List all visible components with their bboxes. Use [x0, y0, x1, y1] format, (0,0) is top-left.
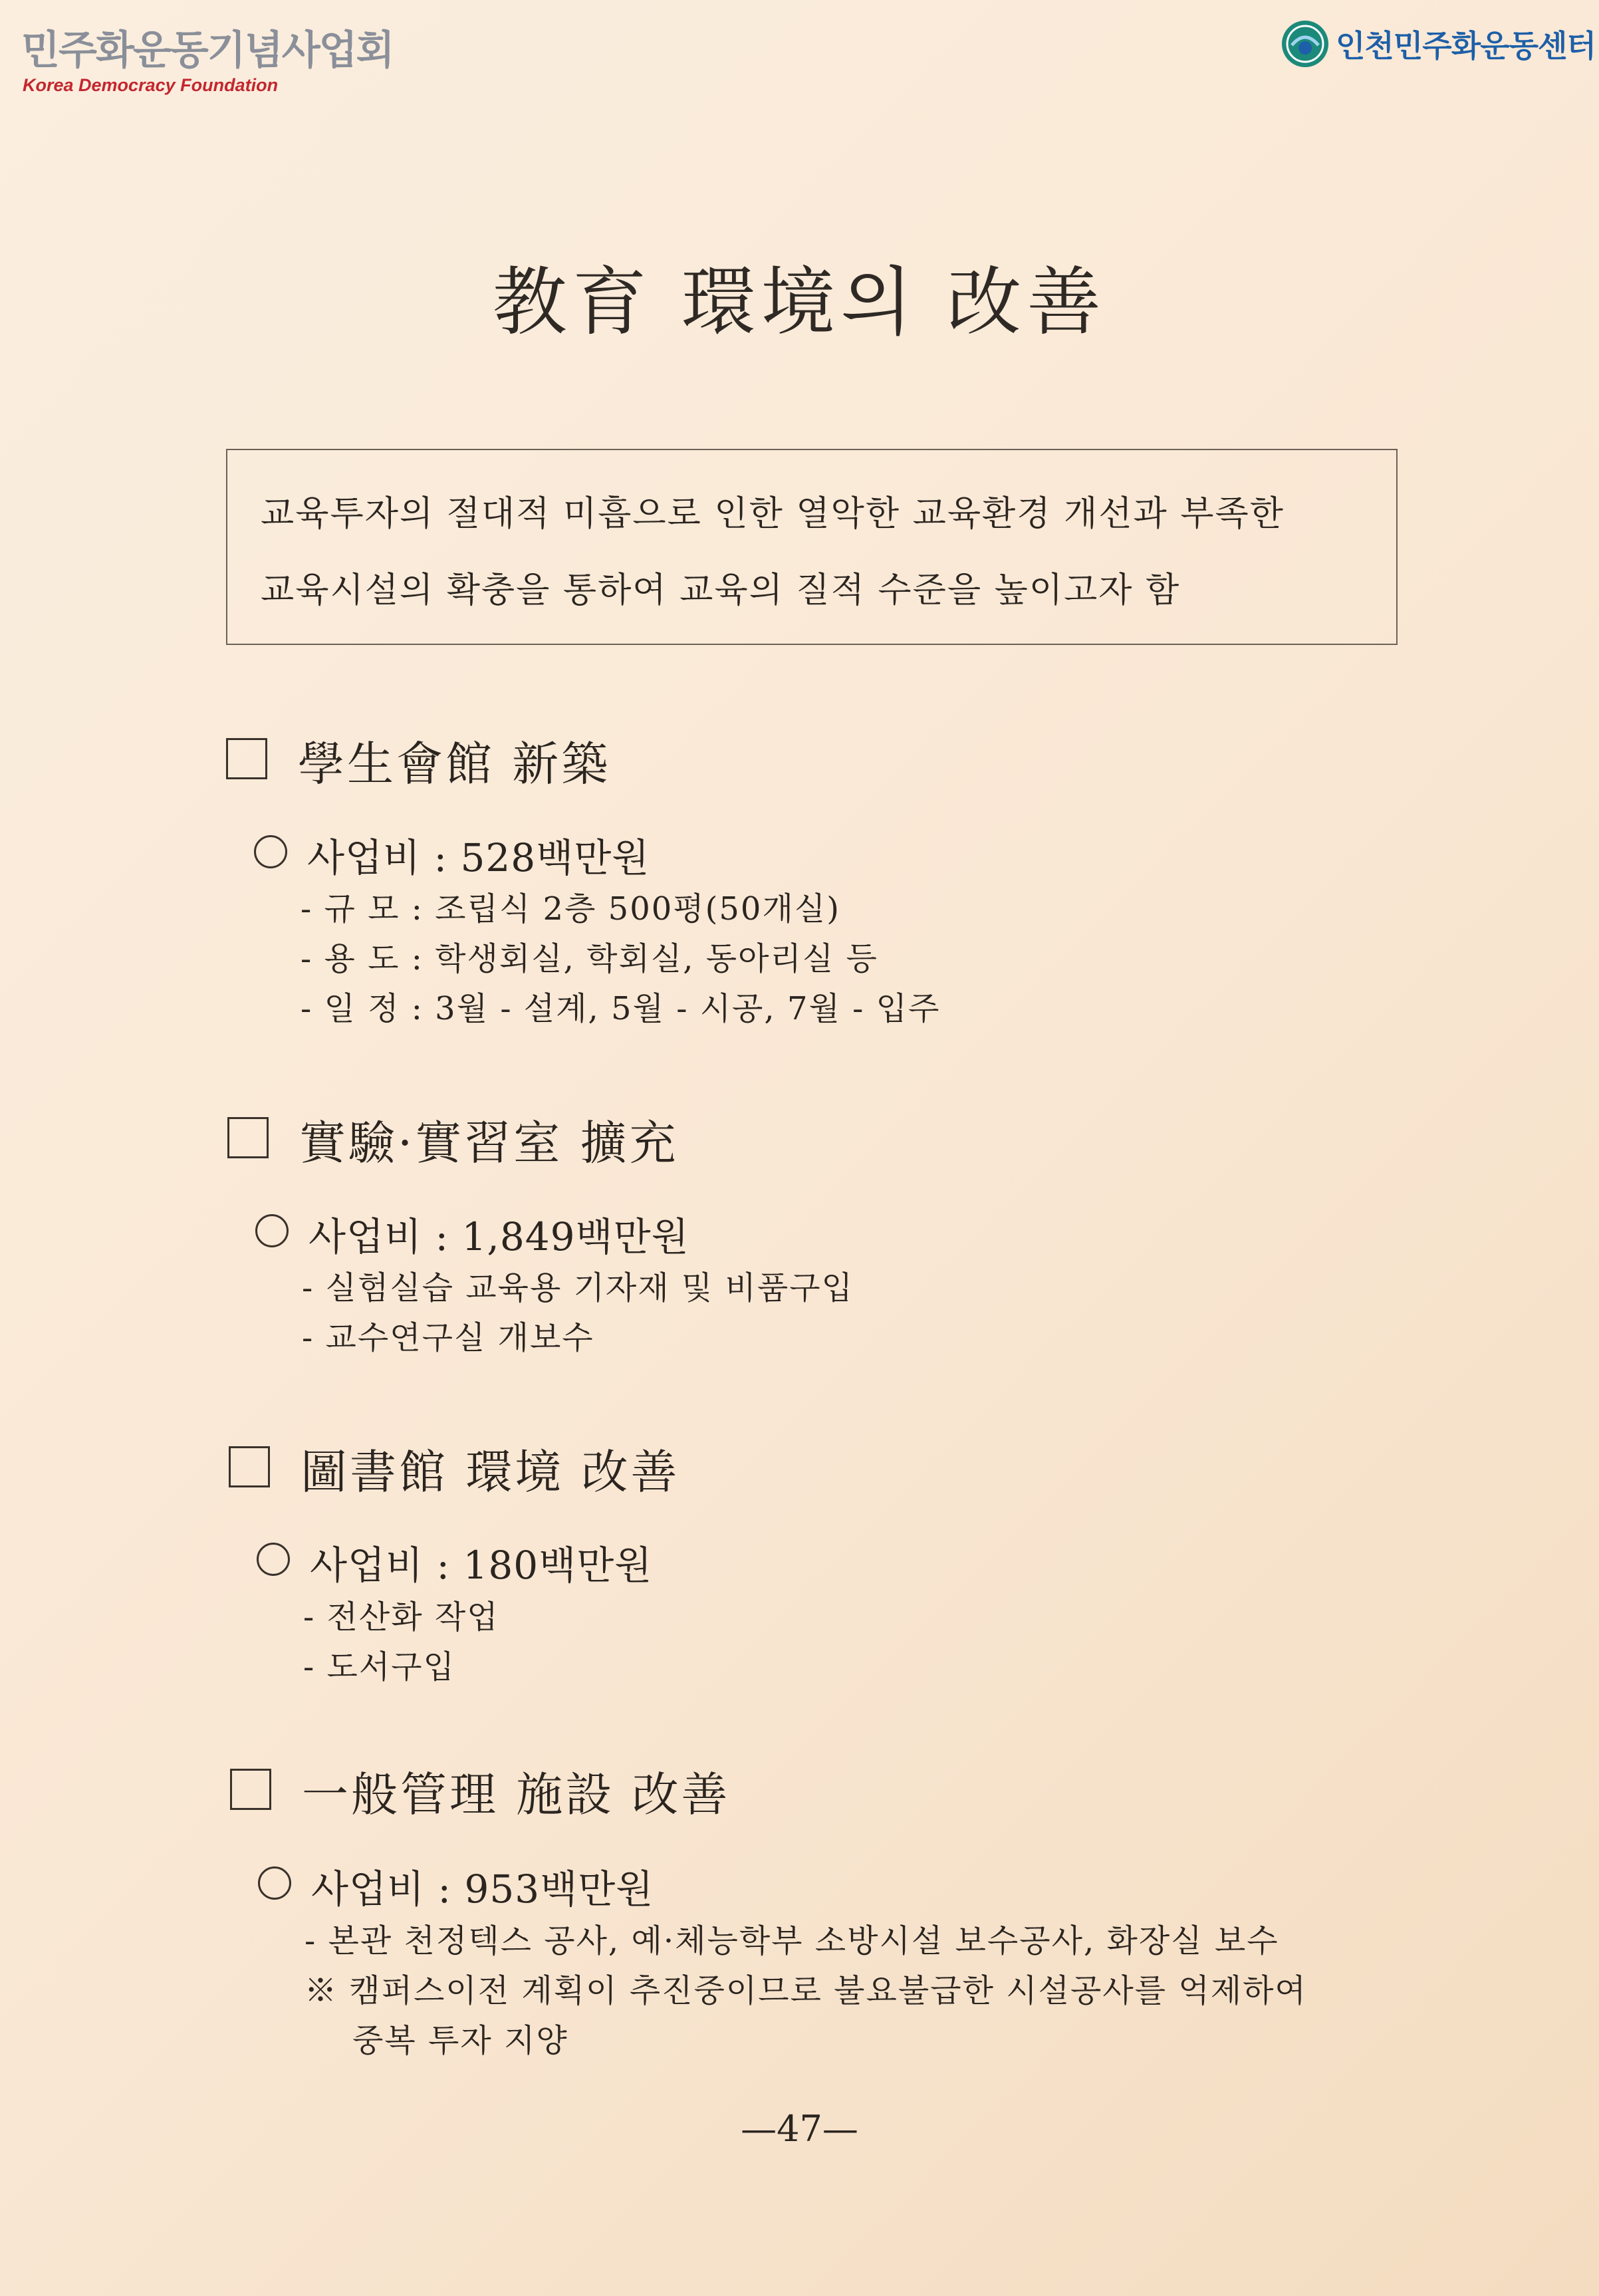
budget-line: 사업비 : 528백만원 — [307, 835, 650, 880]
kdf-logo-subtitle: Korea Democracy Foundation — [23, 75, 279, 95]
section-title: 學生會館 新築 — [298, 737, 611, 791]
section-title: 圖書館 環境 改善 — [301, 1445, 680, 1499]
budget-line: 사업비 : 1,849백만원 — [308, 1214, 689, 1259]
detail-item: - 일 정 : 3월 - 설계, 5월 - 시공, 7월 - 입주 — [301, 990, 941, 1027]
emblem-icon — [1280, 19, 1330, 69]
section-checkbox — [230, 1769, 271, 1810]
budget-line: 사업비 : 953백만원 — [311, 1866, 654, 1912]
incheon-center-logo — [1280, 19, 1596, 69]
note-line-continued: 중복 투자 지양 — [352, 2022, 568, 2059]
page-title: 教育 環境의 改善 — [492, 259, 1107, 346]
detail-item: - 도서구입 — [303, 1648, 455, 1686]
detail-item: - 전산화 작업 — [303, 1598, 499, 1636]
note-line: ※ 캠퍼스이전 계획이 추진중이므로 불요불급한 시설공사를 억제하여 — [305, 1972, 1307, 2009]
bullet-circle — [254, 835, 287, 868]
detail-item: - 실험실습 교육용 기자재 및 비품구입 — [302, 1269, 854, 1307]
section-checkbox — [226, 738, 267, 779]
incheon-center-name: 인천민주화운동센터 — [1336, 28, 1596, 64]
bullet-circle — [258, 1866, 291, 1900]
page-number: —47— — [741, 2108, 858, 2150]
section-title: 一般管理 施設 改善 — [302, 1767, 731, 1822]
section-checkbox — [227, 1117, 269, 1158]
bullet-circle — [255, 1214, 289, 1247]
detail-item: - 규 모 : 조립식 2층 500평(50개실) — [301, 890, 840, 928]
section-title: 實驗·實習室 擴充 — [299, 1116, 679, 1170]
summary-line-1: 교육투자의 절대적 미흡으로 인한 열악한 교육환경 개선과 부족한 — [261, 494, 1285, 534]
detail-item: - 본관 천정텍스 공사, 예·체능학부 소방시설 보수공사, 화장실 보수 — [305, 1922, 1279, 1960]
budget-line: 사업비 : 180백만원 — [310, 1543, 653, 1588]
bullet-circle — [257, 1543, 290, 1576]
section-checkbox — [229, 1446, 270, 1487]
summary-box — [226, 449, 1398, 645]
kdf-logo: 민주화운동기념사업회 — [21, 27, 394, 74]
detail-item: - 교수연구실 개보수 — [302, 1319, 594, 1356]
summary-line-2: 교육시설의 확충을 통하여 교육의 질적 수준을 높이고자 함 — [261, 571, 1181, 610]
detail-item: - 용 도 : 학생회실, 학회실, 동아리실 등 — [301, 940, 878, 977]
